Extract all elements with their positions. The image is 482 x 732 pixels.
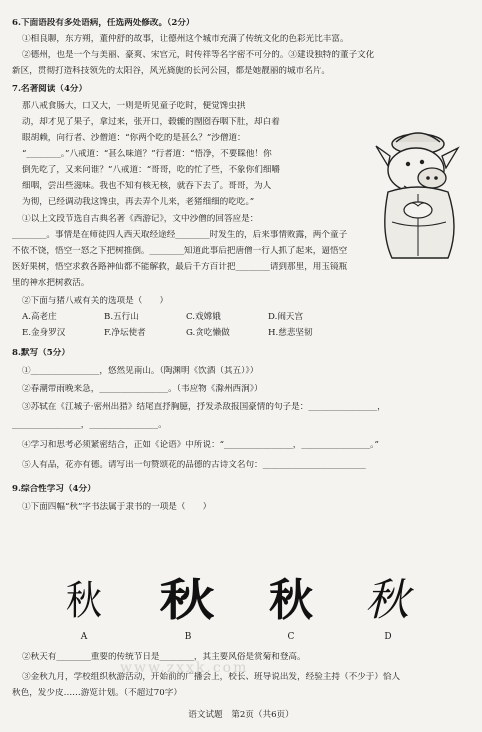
- pig-illustration: [366, 122, 470, 262]
- q7-title: 7.名著阅读（4分）: [12, 84, 88, 94]
- option-c: C.戏嫦娥: [186, 312, 221, 322]
- story-line-5: 倒先吃了，又来问谁？”八戒道：“哥哥，吃的忙了些，不象你们细嚼: [22, 165, 281, 175]
- q8-title: 8.默写（5分）: [12, 348, 70, 358]
- q8-line-4: ________________，________________。: [12, 420, 167, 430]
- q8-line-1: ①________________，悠然见南山。（陶渊明《饮酒（其五）》）: [22, 366, 259, 376]
- options-row-2: [22, 328, 350, 339]
- label-d: D: [384, 632, 392, 642]
- q9-line-2: ②秋天有________重要的传统节日是________，其主要风俗是赏菊和登高。: [22, 652, 306, 662]
- option-a: A.高老庄: [22, 312, 57, 322]
- story-line-1: 那八戒食肠大，口又大，一则是听见童子吃时，便觉馋虫拱: [22, 101, 246, 111]
- q6-line-2: ②德州，也是一个与美丽、豪爽、宋官元，时传祥等名字密不可分的。③建设独特的董子文化: [22, 50, 375, 60]
- option-h: H.慈悲坚韧: [268, 328, 313, 338]
- calligraphy-c-regular: 秋: [269, 575, 313, 626]
- label-c: C: [287, 632, 295, 642]
- option-g: G.贪吃懒做: [186, 328, 230, 338]
- watermark: www.zxxk.com: [120, 660, 249, 676]
- option-f: F.净坛使者: [104, 328, 146, 338]
- label-a: A: [80, 632, 88, 642]
- option-b: B.五行山: [104, 312, 139, 322]
- q8-line-2: ②春潮带雨晚来急，________________。（韦应物《滁州西涧》）: [22, 384, 263, 394]
- q7-part1-line-5: 里的神水把树救活。: [12, 278, 90, 288]
- q6-line-3: 新区，贯彻打造科技领先的太阳谷，风光旖旎的长河公园，都是她靓丽的城市名片。: [12, 66, 330, 76]
- q9-line-1: ①下面四幅“秋”字书法属于隶书的一项是（ ）: [22, 502, 212, 512]
- calligraphy-d-running: 秋: [365, 575, 409, 626]
- story-line-6: 细咽，尝出些滋味。我也不知有核无核，就吞下去了。哥哥，为人: [22, 181, 272, 191]
- q7-part2-prompt: ②下面与猪八戒有关的选项是（ ）: [22, 296, 169, 306]
- q9-title: 9.综合性学习（4分）: [12, 484, 96, 494]
- story-line-3: 眼胡赖，向行者、沙僧道：“你两个吃的是甚么？”沙僧道：: [22, 133, 246, 143]
- q8-line-6: ⑤人有品，花亦有德。请写出一句赞颂花的品德的古诗文名句：________________________: [22, 460, 366, 470]
- label-b: B: [184, 632, 192, 642]
- q7-part1-line-3: 不依不饶，悟空一怒之下把树推倒。________知道此事后把唐僧一行人抓了起来，逼悟空: [12, 246, 348, 256]
- calligraphy-a-seal: 秋: [65, 578, 101, 624]
- q9-line-3: ③金秋九月，学校组织秋游活动，开始前的广播会上，校长、班导说出发，经验主持（不少于）恰人: [22, 672, 401, 682]
- option-e: E.金身罗汉: [22, 328, 66, 338]
- q8-line-3: ③苏轼在《江城子·密州出猎》结尾直抒胸臆，抒发杀敌报国豪情的句子是：________________，: [22, 402, 386, 412]
- option-d: D.闹天宫: [268, 312, 304, 322]
- q7-part1-line-4: 医好果树，悟空求救各路神仙都不能解救，最后千方百计把________请到那里，用玉镜瓶: [12, 262, 348, 272]
- calligraphy-b-clerical: 秋: [159, 575, 215, 626]
- q8-line-5: ④学习和思考必须紧密结合，正如《论语》中所说：“________________，________________。”: [22, 440, 379, 450]
- story-line-7: 为彻，已经调动我这馋虫，再去弄个儿来，老猪细细的吃吃。”: [22, 197, 255, 207]
- q7-part1-line-2: ________。事情是在师徒四人西天取经途经________时发生的，后来事情败露，两个童子: [12, 230, 348, 240]
- story-line-2: 动，却才见了果子，拿过来，张开口，毂辘的囫囵吞咽下肚，却白着: [22, 117, 280, 127]
- q7-part1-prompt: ①以上文段节选自古典名著《西游记》，文中沙僧的回答应是：: [22, 214, 259, 224]
- q6-line-1: ①相良聊，东方朔，董仲舒的故事，让德州这个城市充满了传统文化的色彩光比丰富。: [22, 34, 349, 44]
- story-line-4: “________。”八戒道：“甚么味道？”行者道：“悟净，不要睬他！你: [22, 149, 272, 159]
- q9-line-4: 秋色，发少皮……游览计划。（不超过70字）: [12, 688, 182, 698]
- q6-title: 6.下面语段有多处语病，任选两处修改。（2分）: [12, 18, 195, 28]
- page-footer: 语文试题 第2页（共6页）: [188, 710, 294, 720]
- options-row-1: [22, 312, 350, 323]
